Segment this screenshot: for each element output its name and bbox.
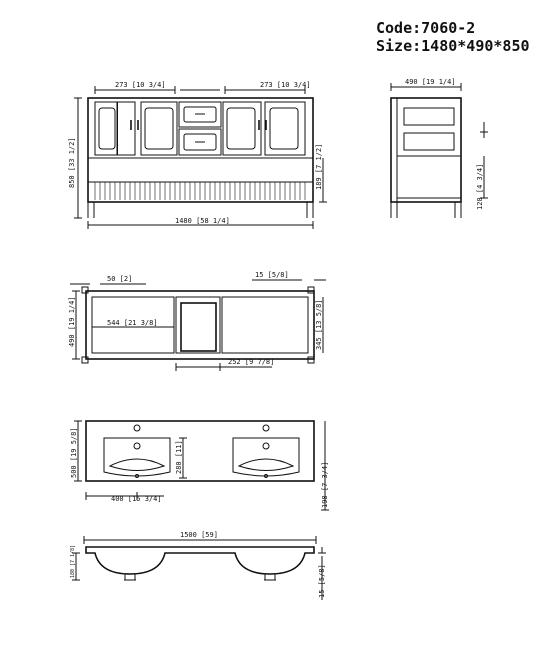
dim-countertop-center-label: 400 [15 3/4]	[111, 495, 162, 503]
dim-side-depth-label: 490 [19 1/4]	[405, 78, 456, 86]
center-drawers	[179, 102, 221, 155]
dim-sink-thickness-label: 15 [5/8]	[318, 564, 326, 598]
dim-countertop-depth-label: 500 [19 5/8]	[70, 427, 78, 478]
dim-right-door-label: 273 [10 3/4]	[260, 81, 311, 89]
product-code: Code:7060-2	[376, 19, 476, 37]
left-doors	[95, 102, 177, 155]
dim-left-door-label: 273 [10 3/4]	[115, 81, 166, 89]
dim-bowl-depth-label: 280 [11]	[175, 440, 183, 474]
dim-total-width-label: 1480 [58 1/4]	[175, 217, 230, 225]
dim-sink-bowl-label: 180 [7 1/8]	[70, 544, 76, 578]
dim-countertop-side-label: 198 [7 3/4]	[321, 461, 329, 508]
dim-top-depth-label: 490 [19 1/4]	[68, 296, 76, 347]
dim-total-height-label: 850 [33 1/2]	[68, 137, 76, 188]
countertop-outline	[86, 421, 314, 481]
side-view	[391, 78, 488, 218]
dim-center-width-label: 252 [9 7/8]	[228, 358, 275, 366]
dim-top-right-offset-label: 15 [5/8]	[255, 271, 289, 279]
dim-inner-width-label: 544 [21 3/8]	[107, 319, 158, 327]
top-view	[68, 271, 326, 371]
slatted-shelf	[95, 182, 305, 200]
dim-inner-depth-label: 345 [13 5/8]	[315, 299, 323, 350]
dim-side-shelf-label: 120 [4 3/4]	[476, 163, 484, 210]
dim-shelf-height-label: 189 [7 1/2]	[315, 143, 323, 190]
right-doors	[223, 102, 305, 155]
countertop-view	[70, 421, 329, 510]
front-view	[68, 81, 327, 229]
sink-section-view	[70, 531, 326, 600]
product-size: Size:1480*490*850	[376, 37, 530, 55]
sink-section-profile	[86, 547, 314, 574]
dim-top-left-offset-label: 50 [2]	[107, 275, 133, 283]
dim-sink-length-label: 1500 [59]	[180, 531, 218, 539]
